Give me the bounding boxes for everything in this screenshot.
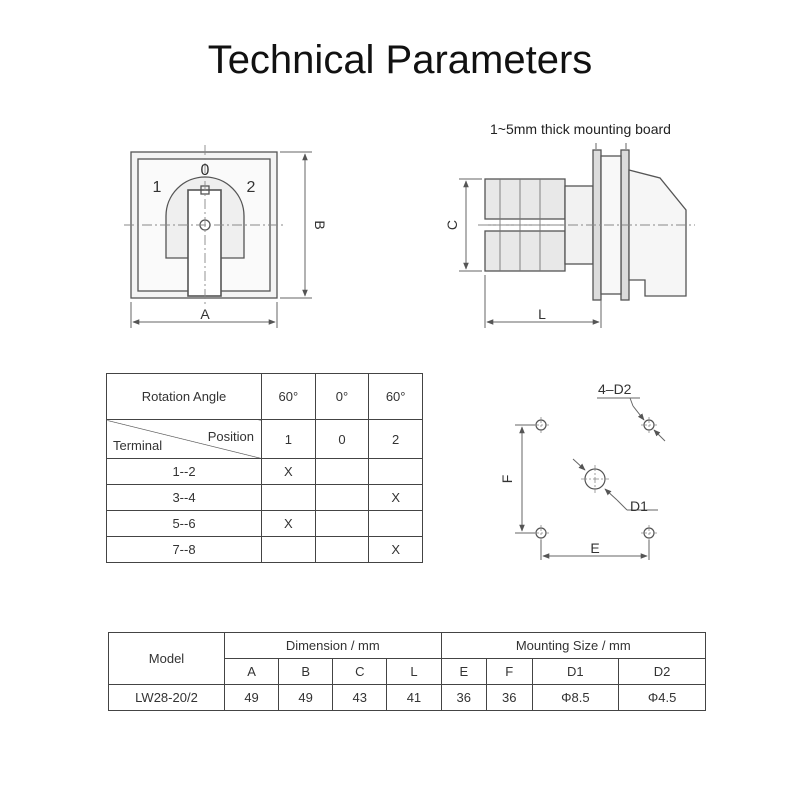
position-cell: 0	[315, 420, 369, 459]
terminal-cell: 5--6	[107, 511, 262, 537]
value-cell: 41	[387, 685, 441, 711]
mark-cell	[262, 537, 316, 563]
value-cell: 49	[225, 685, 279, 711]
value-cell: 36	[441, 685, 486, 711]
terminal-cell: 1--2	[107, 459, 262, 485]
position-0-label: 0	[200, 162, 210, 179]
mark-cell	[262, 485, 316, 511]
dimension-f-label: F	[499, 474, 515, 484]
table-row	[107, 459, 423, 485]
table-row	[107, 485, 423, 511]
column-header: C	[333, 659, 387, 685]
value-cell: 43	[333, 685, 387, 711]
position-1-label: 1	[152, 179, 162, 196]
dimension-b-label: B	[312, 220, 328, 230]
dimension-c-label: C	[444, 219, 460, 231]
mark-cell	[315, 537, 369, 563]
switch-position-table	[106, 373, 423, 563]
column-header: A	[225, 659, 279, 685]
model-cell: LW28-20/2	[109, 685, 225, 711]
terminal-header-label: Terminal	[113, 438, 163, 453]
value-cell: 49	[279, 685, 333, 711]
position-cell: 2	[369, 420, 423, 459]
position-2-label: 2	[246, 179, 256, 196]
mark-cell: X	[262, 459, 316, 485]
page-title: Technical Parameters	[207, 38, 593, 82]
angle-cell: 60°	[369, 374, 423, 420]
table-row	[107, 511, 423, 537]
mark-cell	[315, 459, 369, 485]
table-row	[109, 685, 706, 711]
column-header: L	[387, 659, 441, 685]
value-cell: 36	[487, 685, 532, 711]
position-header-label: Position	[207, 429, 254, 444]
terminal-cell: 7--8	[107, 537, 262, 563]
column-header: B	[279, 659, 333, 685]
table-row	[107, 537, 423, 563]
mark-cell	[315, 485, 369, 511]
mounting-size-header: Mounting Size / mm	[441, 633, 705, 659]
mark-cell	[315, 511, 369, 537]
dimension-header: Dimension / mm	[225, 633, 442, 659]
position-cell: 1	[262, 420, 316, 459]
value-cell: Φ8.5	[532, 685, 619, 711]
dimension-a-label: A	[200, 306, 210, 322]
column-header: E	[441, 659, 486, 685]
value-cell: Φ4.5	[619, 685, 706, 711]
terminal-cell: 3--4	[107, 485, 262, 511]
mounting-holes-label: 4–D2	[598, 381, 632, 397]
mark-cell: X	[369, 537, 423, 563]
column-header: D1	[532, 659, 619, 685]
position-terminal-header	[107, 420, 262, 459]
dimension-l-label: L	[538, 306, 546, 322]
center-hole-label: D1	[630, 498, 648, 514]
model-header: Model	[109, 633, 225, 685]
mark-cell: X	[262, 511, 316, 537]
mark-cell: X	[369, 485, 423, 511]
column-header: D2	[619, 659, 706, 685]
rotation-angle-header: Rotation Angle	[107, 374, 262, 420]
mounting-board-note: 1~5mm thick mounting board	[490, 121, 671, 137]
mark-cell	[369, 511, 423, 537]
dimension-table	[108, 632, 706, 711]
dimension-e-label: E	[590, 540, 600, 556]
column-header: F	[487, 659, 532, 685]
angle-cell: 0°	[315, 374, 369, 420]
angle-cell: 60°	[262, 374, 316, 420]
mark-cell	[369, 459, 423, 485]
